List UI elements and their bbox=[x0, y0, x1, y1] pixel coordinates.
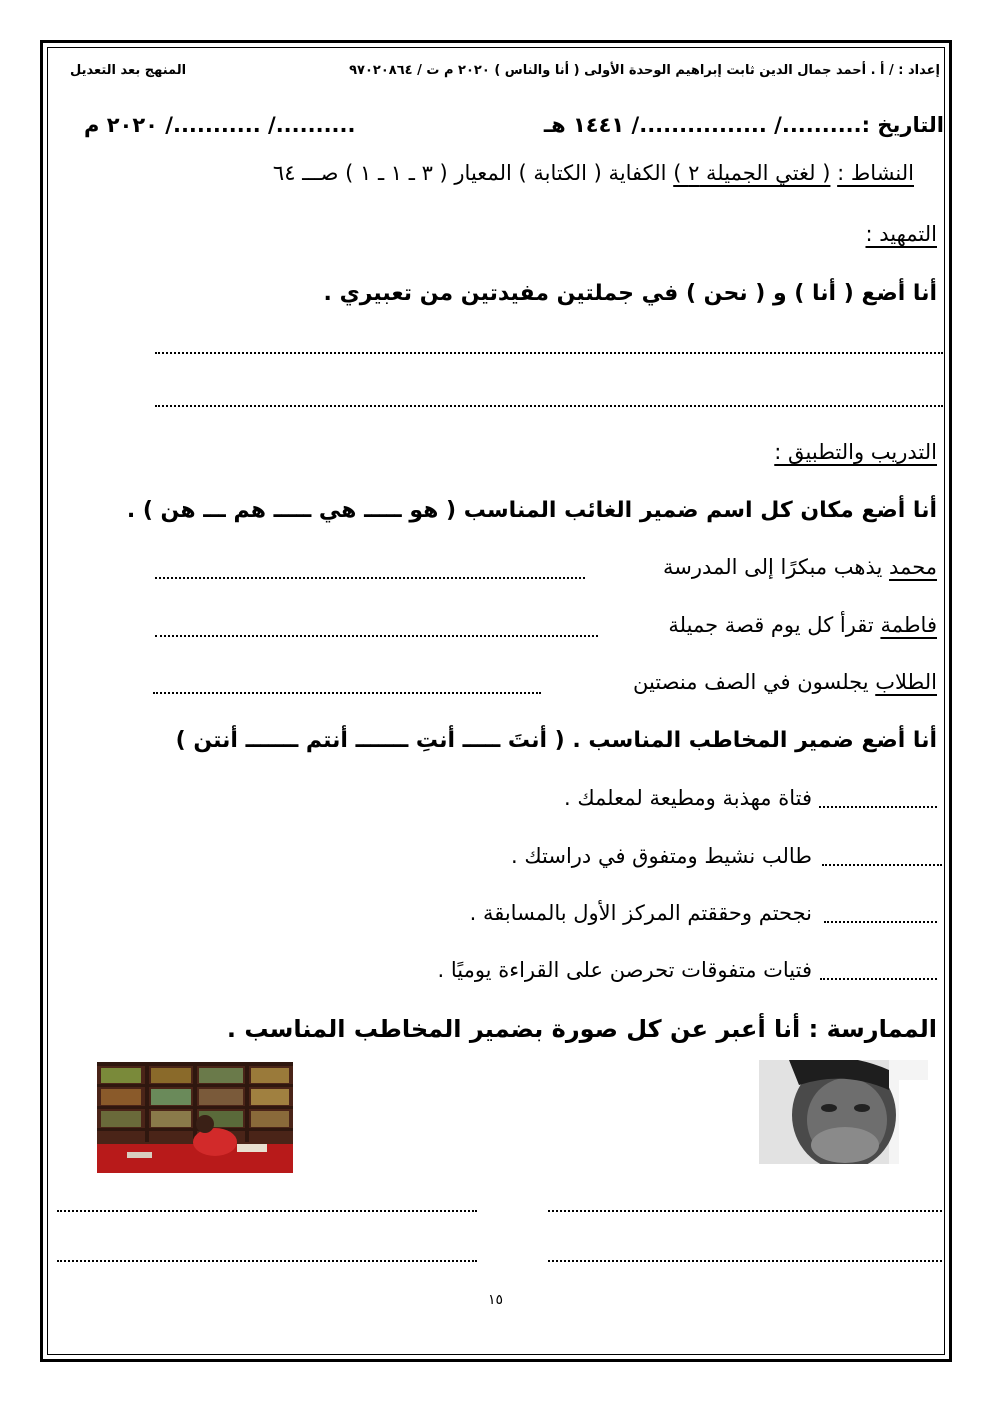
ex1-answer-3[interactable] bbox=[153, 692, 541, 694]
ex2-answer-3[interactable] bbox=[824, 921, 937, 923]
ex1-answer-2[interactable] bbox=[155, 635, 598, 637]
ex2-item-1: فتاة مهذبة ومطيعة لمعلمك . bbox=[563, 786, 812, 810]
library-photo-drawing bbox=[97, 1062, 293, 1173]
ex1-instruction: أنا أضع مكان كل اسم ضمير الغائب المناسب ( هو ـــــ هي ـــــ هم ـــ هن ) . bbox=[126, 498, 937, 523]
picture-answer-right-1[interactable] bbox=[548, 1210, 942, 1212]
ex2-instruction: أنا أضع ضمير المخاطب المناسب . ( أنتَ ـــــ أنتِ ـــــــ أنتم ـــــــ أنتن ) bbox=[175, 728, 937, 753]
picture-answer-left-2[interactable] bbox=[57, 1260, 477, 1262]
ex1-item-3 bbox=[633, 670, 937, 694]
practice-title: التدريب والتطبيق : bbox=[774, 440, 937, 464]
gregorian-date: ........../ .........../ ٢٠٢٠ م bbox=[84, 113, 356, 137]
answer-line-2[interactable] bbox=[155, 405, 943, 407]
ex1-item-1-subject: محمد bbox=[889, 555, 937, 579]
ex1-item-2-rest: تقرأ كل يوم قصة جميلة bbox=[668, 613, 881, 637]
intro-instruction: أنا أضع ( أنا ) و ( نحن ) في جملتين مفيدتين من تعبيري . bbox=[323, 281, 937, 306]
ex2-answer-2[interactable] bbox=[822, 864, 942, 866]
ex1-item-1 bbox=[663, 555, 937, 579]
boy-photo bbox=[759, 1060, 928, 1164]
ex1-item-1-rest: يذهب مبكرًا إلى المدرسة bbox=[663, 555, 890, 579]
curriculum-note: المنهج بعد التعديل bbox=[70, 63, 187, 78]
hijri-date: التاريخ :........../ ................/ ١٤٤١ هـ bbox=[543, 113, 944, 137]
library-photo bbox=[97, 1062, 293, 1173]
ex1-item-3-subject: الطلاب bbox=[875, 670, 937, 694]
ex2-answer-1[interactable] bbox=[819, 806, 937, 808]
activity-line bbox=[273, 161, 914, 185]
picture-answer-left-1[interactable] bbox=[57, 1210, 477, 1212]
answer-line-1[interactable] bbox=[155, 352, 943, 354]
ex2-answer-4[interactable] bbox=[820, 978, 937, 980]
ex1-item-2-subject: فاطمة bbox=[880, 613, 937, 637]
ex1-item-2 bbox=[668, 613, 937, 637]
picture-answer-right-2[interactable] bbox=[548, 1260, 942, 1262]
activity-name: ( لغتي الجميلة ٢ ) bbox=[673, 161, 831, 185]
ex1-item-3-rest: يجلسون في الصف منصتين bbox=[632, 670, 876, 694]
exercise-title: الممارسة : أنا أعبر عن كل صورة بضمير المخاطب المناسب . bbox=[226, 1015, 937, 1043]
ex1-answer-1[interactable] bbox=[155, 577, 585, 579]
activity-standard: الكفاية ( الكتابة ) المعيار ( ٣ ـ ١ ـ ١ ) صـــ ٦٤ bbox=[272, 161, 667, 185]
intro-title: التمهيد : bbox=[865, 222, 937, 246]
page-number: ١٥ bbox=[488, 1292, 504, 1308]
boy-photo-drawing bbox=[759, 1060, 928, 1164]
ex2-item-3: نجحتم وحققتم المركز الأول بالمسابقة . bbox=[469, 901, 812, 925]
activity-label: النشاط : bbox=[837, 161, 914, 185]
ex2-item-2: طالب نشيط ومتفوق في دراستك . bbox=[510, 844, 812, 868]
ex2-item-4: فتيات متفوقات تحرصن على القراءة يوميًا . bbox=[437, 958, 812, 982]
author-line: إعداد : / أ . أحمد جمال الدين ثابت إبراهيم الوحدة الأولى ( أنا والناس ) ٢٠٢٠ م ت / ٩٧٠٢٠٨٦٤ bbox=[349, 63, 940, 78]
